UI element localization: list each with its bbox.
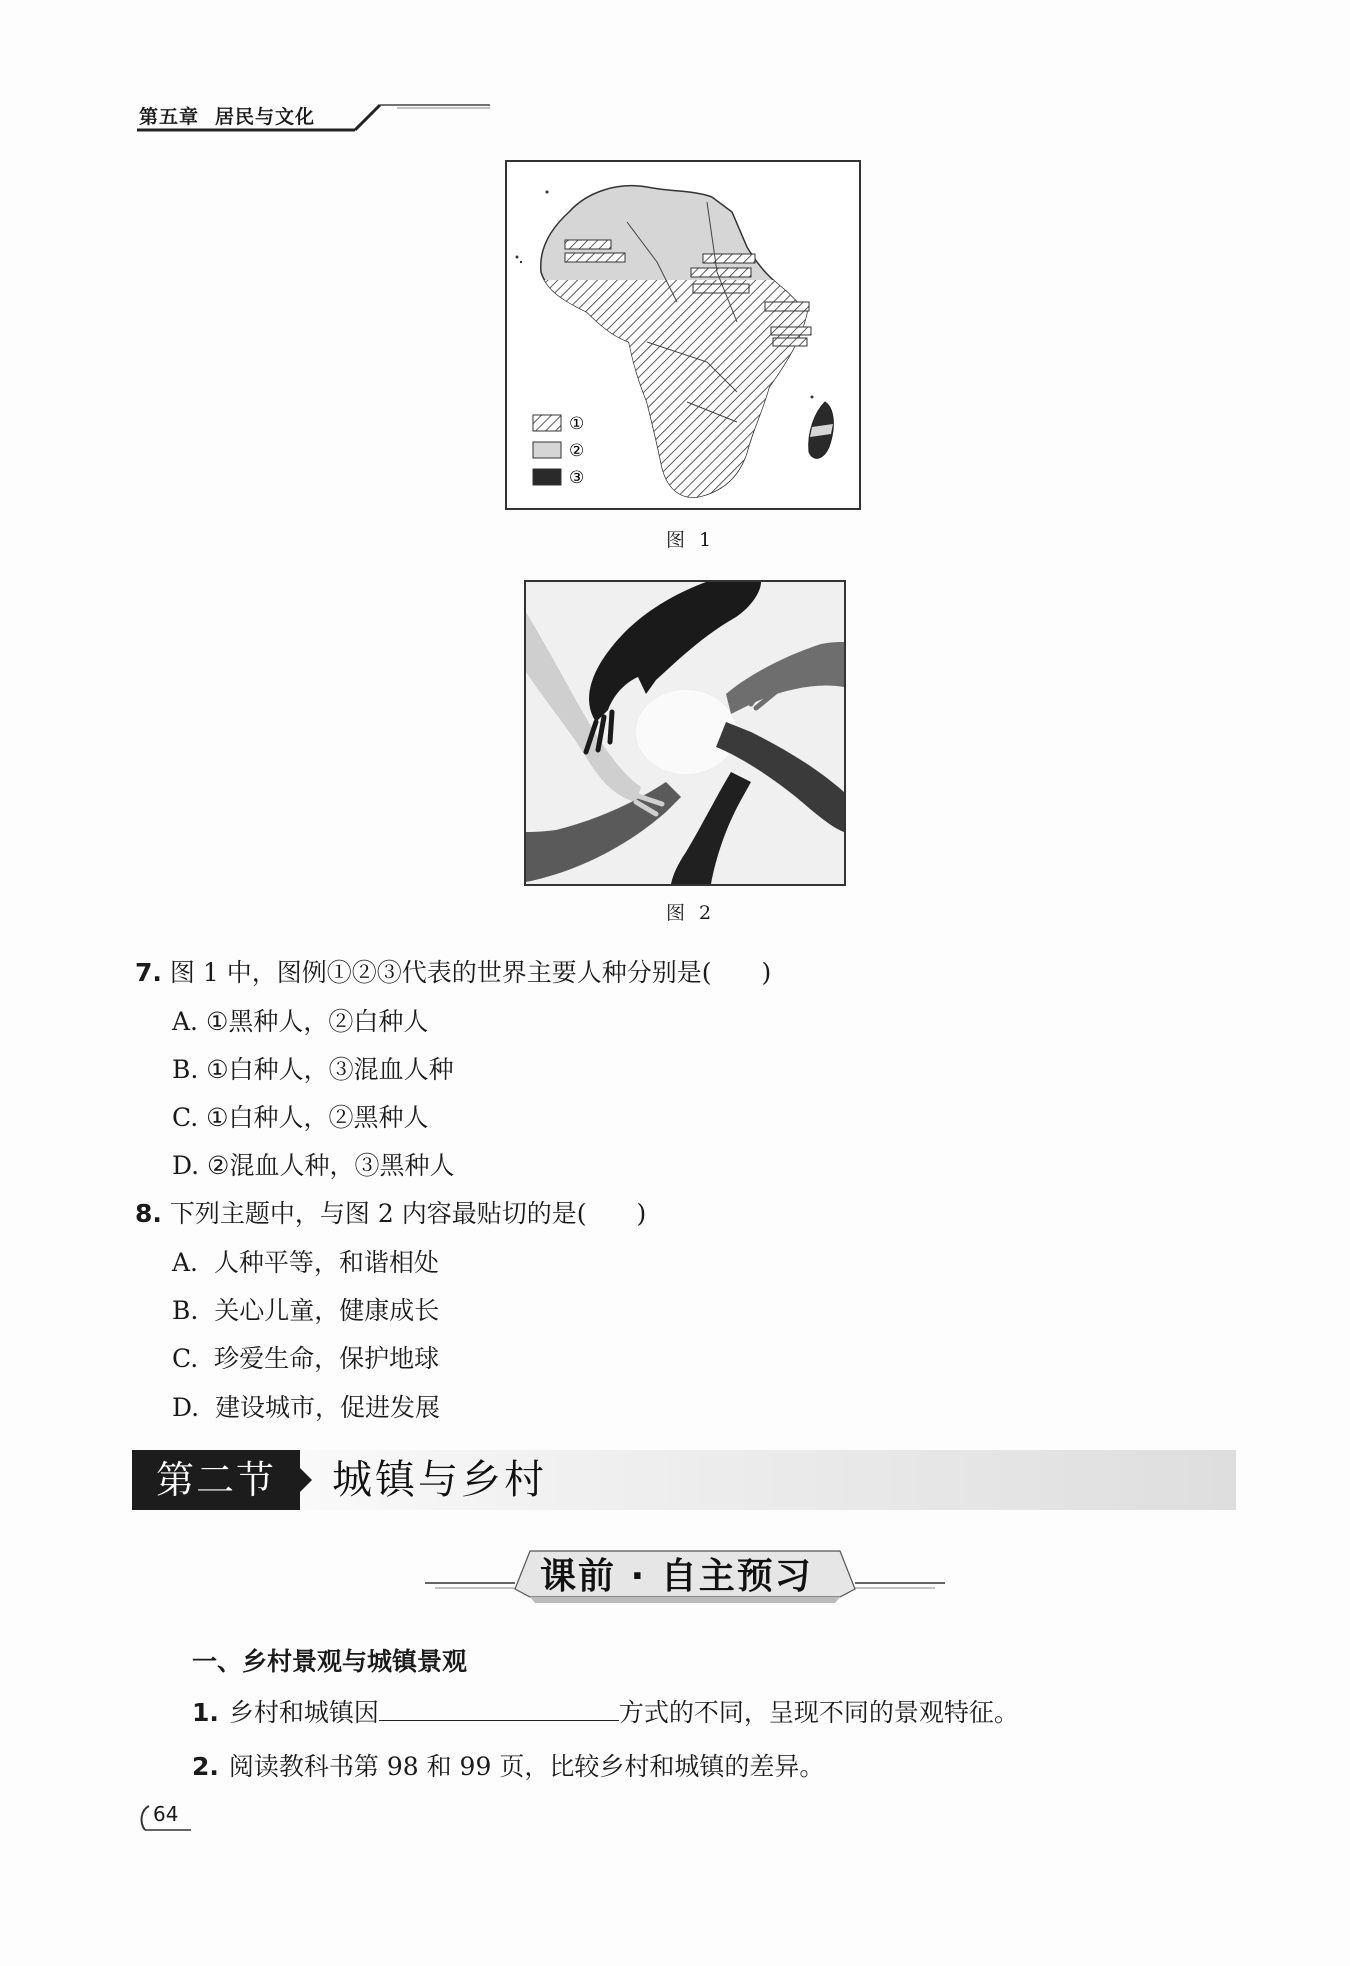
item-1-answer-blank[interactable] — [379, 1698, 619, 1721]
question-7-option-c[interactable]: C. ①白种人，②黑种人 — [172, 1103, 429, 1132]
question-7 — [135, 953, 771, 989]
africa-map-icon — [507, 162, 859, 508]
question-7-number: 7. — [135, 958, 162, 987]
item-2-text: 阅读教科书第 98 和 99 页，比较乡村和城镇的差异。 — [228, 1752, 825, 1781]
question-8-option-a[interactable]: A. 人种平等，和谐相处 — [172, 1248, 439, 1277]
part-1-heading: 一、乡村景观与城镇景观 — [192, 1647, 468, 1676]
item-1-text-after: 方式的不同，呈现不同的景观特征。 — [618, 1698, 1019, 1727]
item-1-number: 1. — [192, 1698, 219, 1727]
item-2 — [192, 1747, 824, 1783]
item-2-number: 2. — [192, 1752, 219, 1781]
question-7-option-b[interactable]: B. ①白种人，③混血人种 — [172, 1055, 454, 1084]
section-label: 第二节 — [132, 1450, 300, 1510]
figure-2-caption: 图 2 — [666, 902, 716, 924]
hands-illustration-icon — [526, 582, 844, 884]
item-1 — [192, 1693, 1019, 1729]
question-8-stem: 下列主题中，与图 2 内容最贴切的是( ) — [169, 1199, 647, 1228]
legend-2-label: ② — [569, 441, 585, 461]
page-number-value: 64 — [153, 1802, 179, 1826]
figure-1-caption: 图 1 — [666, 529, 716, 551]
banner-title: 课前 · 自主预习 — [540, 1556, 813, 1597]
figure-2-hands-image — [524, 580, 846, 886]
chapter-header — [135, 100, 495, 136]
chapter-number: 第五章 — [139, 106, 200, 128]
section-title: 城镇与乡村 — [332, 1457, 547, 1503]
figure-1-africa-map — [505, 160, 861, 510]
chapter-title: 居民与文化 — [215, 106, 316, 128]
page-number — [135, 1800, 195, 1834]
section-arrow-icon — [300, 1468, 312, 1492]
legend-1-label: ① — [569, 414, 585, 434]
legend-3-label: ③ — [569, 468, 585, 488]
question-8 — [135, 1194, 646, 1230]
question-8-option-b[interactable]: B. 关心儿童，健康成长 — [172, 1296, 440, 1325]
item-1-text-before: 乡村和城镇因 — [228, 1698, 379, 1727]
question-7-stem: 图 1 中，图例①②③代表的世界主要人种分别是( ) — [169, 958, 772, 987]
question-7-option-d[interactable]: D. ②混血人种，③黑种人 — [172, 1151, 455, 1180]
question-8-option-c[interactable]: C. 珍爱生命，保护地球 — [172, 1344, 440, 1373]
question-8-option-d[interactable]: D. 建设城市，促进发展 — [172, 1393, 440, 1422]
question-8-number: 8. — [135, 1199, 162, 1228]
question-7-option-a[interactable]: A. ①黑种人，②白种人 — [172, 1007, 429, 1036]
